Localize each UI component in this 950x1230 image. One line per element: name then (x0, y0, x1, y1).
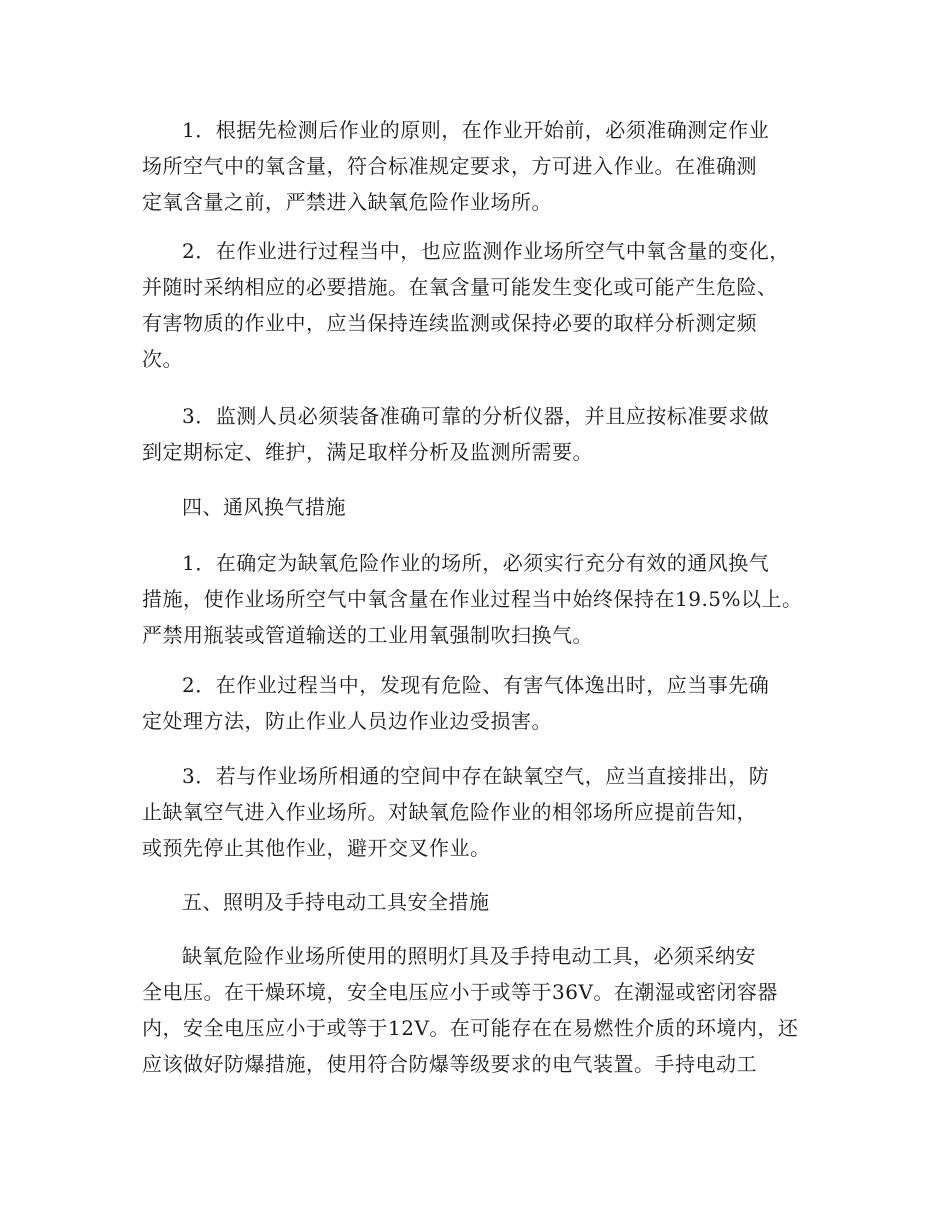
text-line: 1．在确定为缺氧危险作业的场所，必须实行充分有效的通风换气 (182, 551, 770, 575)
text-line: 2．在作业过程当中，发现有危险、有害气体逸出时，应当事先确 (182, 673, 770, 697)
paragraph-instrument-calibration (142, 398, 832, 470)
text-line: 并随时采纳相应的必要措施。在氧含量可能发生变化或可能产生危险、 (142, 275, 778, 299)
paragraph-oxygen-detection (142, 112, 832, 220)
text-line: 次。 (142, 347, 183, 371)
text-line: 或预先停止其他作业，避开交叉作业。 (142, 836, 491, 860)
text-line: 定氧含量之前，严禁进入缺氧危险作业场所。 (142, 190, 552, 214)
text-line: 措施，使作业场所空气中氧含量在作业过程当中始终保持在19.5%以上。 (142, 587, 803, 611)
text-line: 止缺氧空气进入作业场所。对缺氧危险作业的相邻场所应提前告知， (142, 800, 757, 824)
text-line: 缺氧危险作业场所使用的照明灯具及手持电动工具，必须采纳安 (182, 944, 756, 968)
paragraph-safe-voltage (142, 938, 832, 1082)
text-line: 场所空气中的氧含量，符合标准规定要求，方可进入作业。在准确测 (142, 154, 757, 178)
text-line: 到定期标定、维护，满足取样分析及监测所需要。 (142, 440, 593, 464)
text-line: 应该做好防爆措施，使用符合防爆等级要求的电气装置。手持电动工 (142, 1052, 757, 1076)
text-line: 1．根据先检测后作业的原则，在作业开始前，必须准确测定作业 (182, 118, 770, 142)
text-line: 定处理方法，防止作业人员边作业边受损害。 (142, 709, 552, 733)
paragraph-ventilation-measures (142, 545, 832, 653)
text-line: 全电压。在干燥环境，安全电压应小于或等于36V。在潮湿或密闭容器 (142, 980, 778, 1004)
text-line: 2．在作业进行过程当中，也应监测作业场所空气中氧含量的变化， (182, 239, 790, 263)
section-heading-ventilation: 四、通风换气措施 (182, 495, 346, 519)
paragraph-gas-escape (142, 667, 832, 739)
section-heading-lighting-tools: 五、照明及手持电动工具安全措施 (182, 890, 490, 914)
text-line: 有害物质的作业中，应当保持连续监测或保持必要的取样分析测定频 (142, 311, 757, 335)
text-line: 3．监测人员必须装备准确可靠的分析仪器，并且应按标准要求做 (182, 404, 770, 428)
paragraph-adjacent-space (142, 758, 832, 866)
text-line: 3．若与作业场所相通的空间中存在缺氧空气，应当直接排出，防 (182, 764, 770, 788)
text-line: 内，安全电压应小于或等于12V。在可能存在在易燃性介质的环境内，还 (142, 1016, 799, 1040)
paragraph-oxygen-monitoring (142, 233, 832, 377)
text-line: 严禁用瓶装或管道输送的工业用氧强制吹扫换气。 (142, 623, 593, 647)
